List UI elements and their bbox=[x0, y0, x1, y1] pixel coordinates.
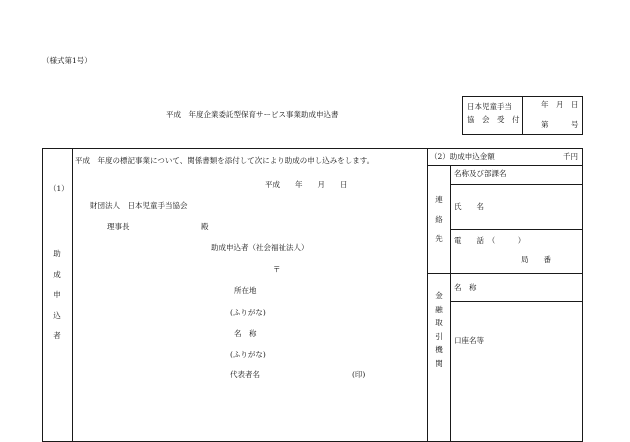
section1-vertical-label bbox=[50, 250, 64, 340]
bank-vertical-label bbox=[432, 292, 446, 367]
application-date: 平成 年 月 日 bbox=[265, 180, 348, 189]
section1-label-char: 申 bbox=[53, 290, 61, 299]
account-label: 口座名等 bbox=[454, 336, 484, 345]
receipt-number: 第 号 bbox=[541, 120, 579, 129]
amount-unit: 千円 bbox=[563, 152, 578, 161]
statement-text: 平成 年度の標記事業について、関係書類を添付して次により助成の申し込みをします。 bbox=[75, 156, 375, 165]
section2-label: （2）助成申込金額 bbox=[430, 152, 495, 161]
section1-label-char: 込 bbox=[53, 310, 61, 320]
phone-label: 電 話 （ ） bbox=[454, 236, 526, 245]
dept-label: 名称及び部課名 bbox=[454, 169, 507, 178]
seal-label: (印) bbox=[352, 370, 366, 379]
applicant-type: 助成申込者（社会福祉法人） bbox=[211, 243, 309, 252]
bank-label-char: 引 bbox=[435, 331, 443, 341]
contact-label-char: 絡 bbox=[435, 214, 443, 224]
representative-label: 代表者名 bbox=[230, 370, 260, 379]
bank-label-char: 取 bbox=[435, 318, 443, 327]
bank-name-label: 名 称 bbox=[454, 283, 477, 292]
section1-label-char: 助 bbox=[53, 249, 61, 258]
name-label: 名 称 bbox=[234, 329, 257, 338]
addressee-org: 財団法人 日本児童手当協会 bbox=[90, 201, 188, 210]
exchange-label: 局 番 bbox=[521, 255, 551, 264]
contact-vertical-label bbox=[432, 196, 446, 243]
bank-label-char: 金 bbox=[435, 291, 443, 300]
furigana-label-2: (ふりがな) bbox=[230, 350, 266, 359]
furigana-label-1: (ふりがな) bbox=[230, 308, 266, 317]
receipt-label-line2: 協 会 受 付 bbox=[467, 115, 520, 124]
form-number: （様式第1号） bbox=[42, 56, 92, 65]
bank-label-char: 機 bbox=[435, 345, 443, 354]
section1-label-char: 者 bbox=[53, 331, 61, 340]
postal-mark: 〒 bbox=[273, 265, 281, 274]
address-label: 所在地 bbox=[234, 286, 257, 295]
receipt-date: 年 月 日 bbox=[541, 100, 579, 109]
honorific: 殿 bbox=[201, 222, 209, 231]
person-label: 氏 名 bbox=[454, 202, 484, 211]
receipt-label-line1: 日本児童手当 bbox=[467, 102, 512, 111]
page-title: 平成 年度企業委託型保育サービス事業助成申込書 bbox=[166, 110, 339, 119]
bank-label-char: 融 bbox=[435, 304, 443, 314]
bank-label-char: 関 bbox=[435, 358, 443, 368]
addressee-title: 理事長 bbox=[107, 222, 130, 231]
section1-label-char: 成 bbox=[53, 269, 61, 279]
contact-label-char: 連 bbox=[435, 195, 443, 204]
section1-number: （1） bbox=[49, 184, 69, 193]
contact-label-char: 先 bbox=[435, 234, 443, 243]
